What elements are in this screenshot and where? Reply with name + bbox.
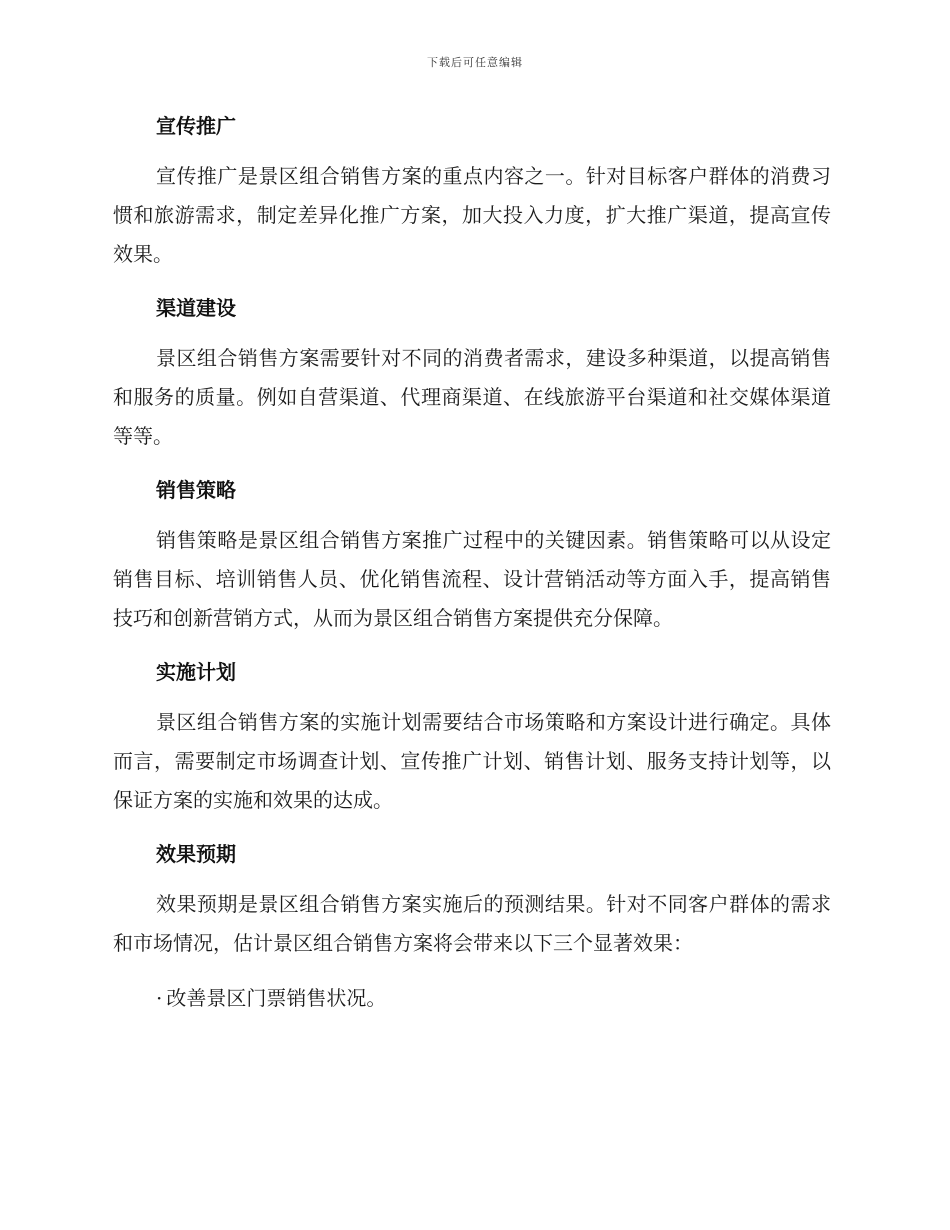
bullet-marker: · xyxy=(156,986,163,1010)
page-header-note: 下载后可任意编辑 xyxy=(427,56,523,69)
section-paragraph-implementation: 景区组合销售方案的实施计划需要结合市场策略和方案设计进行确定。具体而言，需要制定市场调查计划、宣传推广计划、销售计划、服务支持计划等，以保证方案的实施和效果的达成。 xyxy=(113,710,831,812)
list-item-text: 改善景区门票销售状况。 xyxy=(166,986,387,1010)
section-paragraph-expected-effects: 效果预期是景区组合销售方案实施后的预测结果。针对不同客户群体的需求和市场情况，估计景区组合销售方案将会带来以下三个显著效果： xyxy=(113,892,831,955)
section-heading-sales-strategy: 销售策略 xyxy=(156,478,236,502)
section-heading-implementation: 实施计划 xyxy=(156,660,236,684)
section-paragraph-sales-strategy: 销售策略是景区组合销售方案推广过程中的关键因素。销售策略可以从设定销售目标、培训销售人员、优化销售流程、设计营销活动等方面入手，提高销售技巧和创新营销方式，从而为景区组合销售方案提供充分保障。 xyxy=(113,528,831,630)
document-body xyxy=(113,108,831,1018)
section-heading-channels: 渠道建设 xyxy=(156,296,236,320)
section-paragraph-publicity: 宣传推广是景区组合销售方案的重点内容之一。针对目标客户群体的消费习惯和旅游需求，制定差异化推广方案，加大投入力度，扩大推广渠道，提高宣传效果。 xyxy=(113,164,831,266)
section-paragraph-channels: 景区组合销售方案需要针对不同的消费者需求，建设多种渠道，以提高销售和服务的质量。例如自营渠道、代理商渠道、在线旅游平台渠道和社交媒体渠道等等。 xyxy=(113,346,831,448)
section-heading-expected-effects: 效果预期 xyxy=(156,842,236,866)
list-item xyxy=(113,979,831,1018)
section-heading-publicity: 宣传推广 xyxy=(156,114,236,138)
